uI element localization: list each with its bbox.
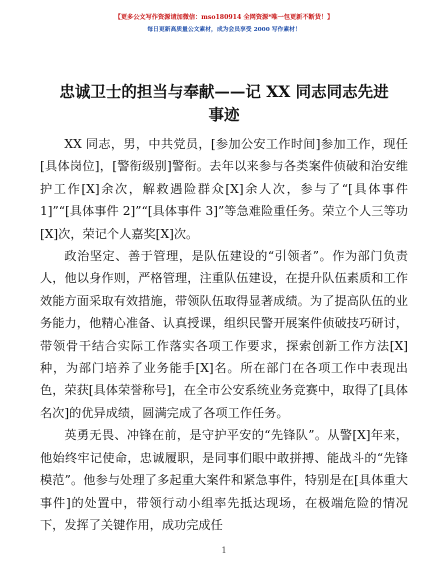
paragraph-courage: 英勇无畏、冲锋在前，是守护平安的“先锋队”。从警[X]年来，他始终牢记使命，忠诚履职，是同事们眼中敢拼搏、能战斗的“先锋模范”。他参与处理了多起重大案件和紧急事件，特别是在[具体重大事件]的处置中，带领行动小组率先抵达现场，在极端危险的情况下，发挥了关键作用，成功完成任 [40, 428, 408, 532]
promo-line-2: 每日更新高质量公文素材，成为会员享受 2000 写作素材！ [147, 27, 301, 33]
title-line-2: 事迹 [208, 105, 240, 124]
paragraph-leadership: 政治坚定、善于管理，是队伍建设的“引领者”。作为部门负责人，他以身作则，严格管理，注重队伍建设，在提升队伍素质和工作效能方面采取有效措施，带领队伍取得显著成绩。为了提高队伍的业务能力，他精心准备、认真授课，组织民警开展案件侦破技巧研讨，带领骨干结合实际工作落实各项工作要求，探索创新工作方法[X]种，为部门培养了业务能手[X]名。所在部门在各项工作中表现出色，荣获[具体荣誉称号]，在全市公安系统业务竞赛中，取得了[具体名次]的优异成绩，圆满完成了各项工作任务。 [40, 249, 408, 420]
promo-banner [0, 12, 448, 36]
page-number: 1 [221, 546, 227, 555]
promo-line-1: 【更多公文写作资源请加微信：mso180914 全网资源*唯一包更新不断货！】 [114, 14, 334, 21]
paragraph-intro: XX 同志，男，中共党员，[参加公安工作时间]参加工作，现任[具体岗位]，[警衔级别]警衔。去年以来参与各类案件侦破和治安维护工作[X]余次，解救遇险群众[X]余人次，参与了“[具体事件 1]”“[具体事件 2]”“[具体事件 3]”等急难险重任务。荣立个人三等功[X]次，荣记个人嘉奖[X]次。 [40, 137, 408, 241]
title-line-1: 忠诚卫士的担当与奉献——记 XX 同志同志先进 [59, 82, 389, 101]
document-title [40, 80, 408, 126]
document-body [40, 133, 408, 536]
